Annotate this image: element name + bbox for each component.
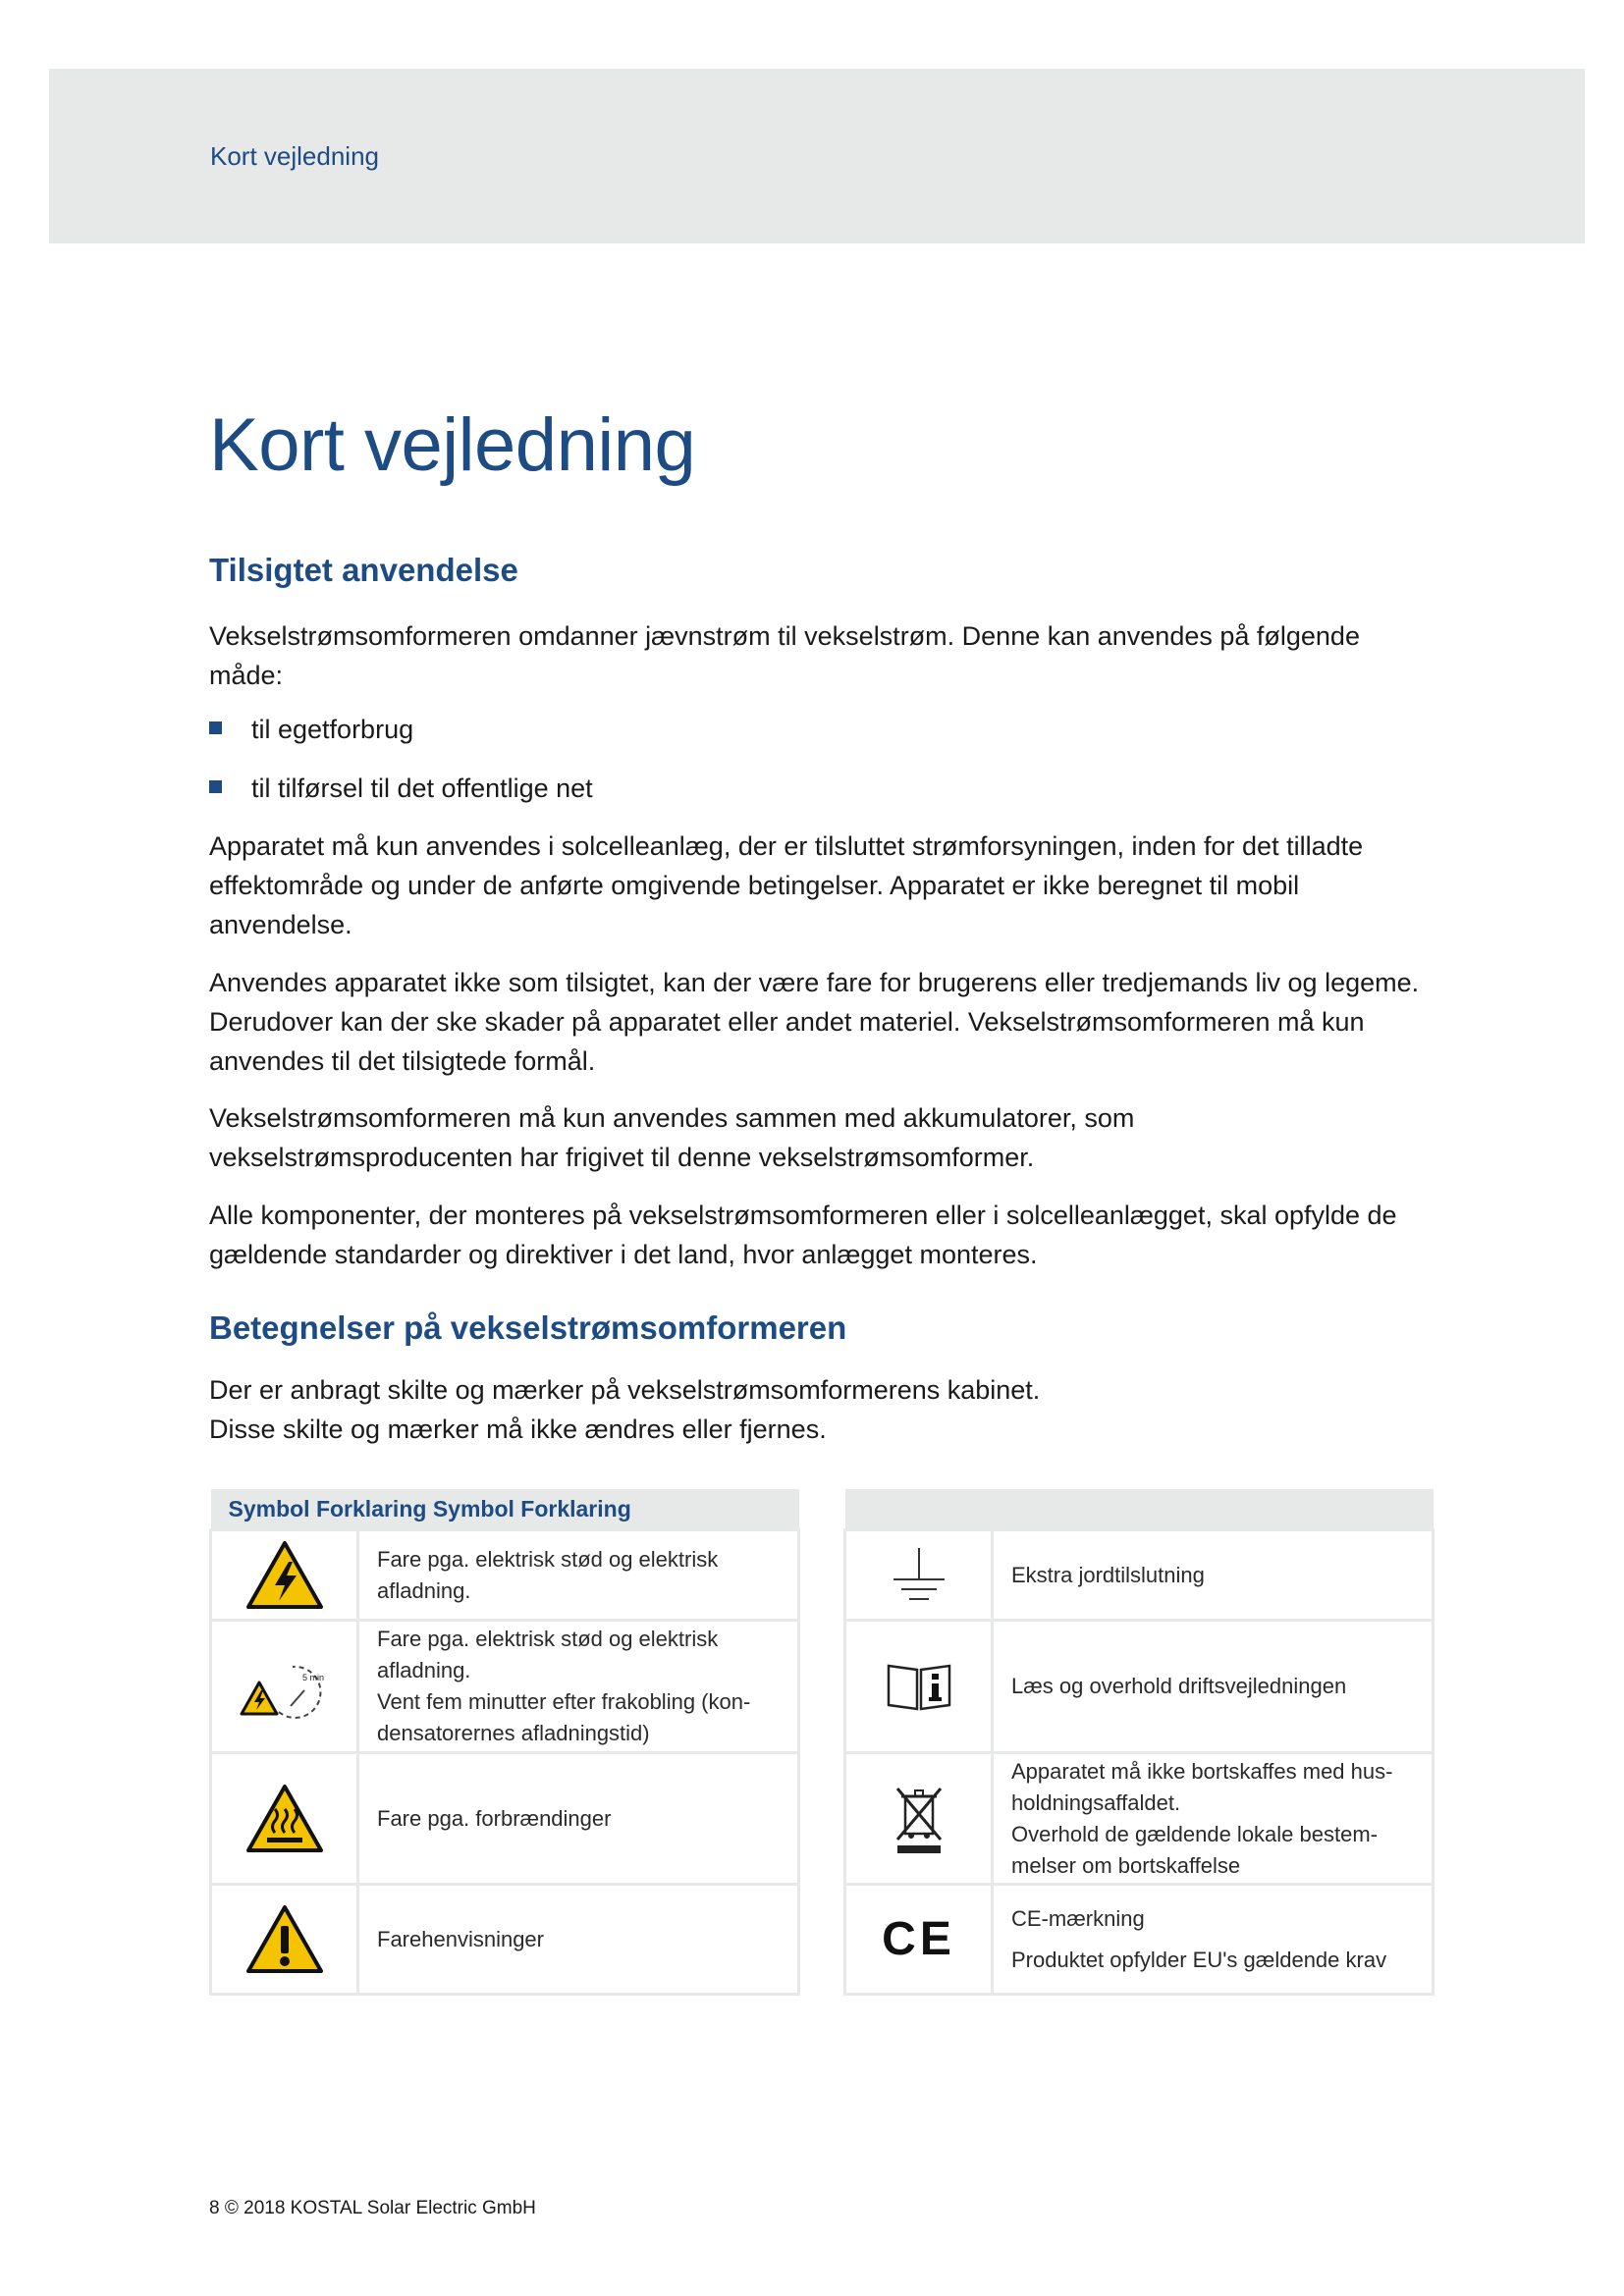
row-text: Læs og overhold driftsvejledningen <box>1011 1674 1347 1698</box>
ground-icon <box>888 1544 950 1607</box>
labels-paragraph-line2: Disse skilte og mærker må ikke ændres eller fjernes. <box>209 1415 827 1444</box>
weee-bin-icon <box>888 1783 950 1855</box>
row-text: Overhold de gældende lokale bestem-melser om bortskaffelse <box>1011 1821 1379 1878</box>
bullet-item: til egetforbrug <box>209 710 413 749</box>
labels-paragraph-line1: Der er anbragt skilte og mærker på vekselstrømsomformerens kabinet. <box>209 1375 1041 1405</box>
header-band <box>49 69 1585 243</box>
row-text: Vent fem minutter efter frakobling (kon-densatorernes afladningstid) <box>377 1689 751 1745</box>
body-paragraph: Alle komponenter, der monteres på vekselstrømsomformeren eller i solcelleanlægget, skal opfylde de gældende standarder og direktiver i det land, hvor anlægget monteres. <box>209 1201 1397 1269</box>
table-header: Symbol Forklaring Symbol Forklaring <box>211 1489 799 1530</box>
table-row <box>845 1621 1434 1753</box>
table-row <box>845 1753 1434 1885</box>
table-row <box>211 1621 799 1753</box>
intro-paragraph: Vekselstrømsomformeren omdanner jævnstrøm til vekselstrøm. Denne kan anvendes på følgende måde: <box>209 621 1360 690</box>
general-warning-icon <box>245 1904 324 1975</box>
table-row <box>211 1753 799 1885</box>
electric-shock-warning-icon <box>245 1540 324 1611</box>
body-paragraph: Vekselstrømsomformeren må kun anvendes sammen med akkumulatorer, som vekselstrømsproducenten har frigivet til denne vekselstrømsomformer. <box>209 1103 1135 1172</box>
bullet-square-icon <box>209 780 222 793</box>
table-header <box>845 1489 1434 1530</box>
body-paragraph: Anvendes apparatet ikke som tilsigtet, kan der være fare for brugerens eller tredjemands liv og legeme. Derudover kan der ske skader på apparatet eller andet materiel. Vekselstrømsomformeren må kun anvendes til det tilsigtede formål. <box>209 968 1420 1076</box>
row-text: Apparatet må ikke bortskaffes med hus-holdningsaffaldet. <box>1011 1758 1393 1815</box>
header-title: Kort vejledning <box>210 141 379 171</box>
row-text: CE-mærkning <box>1011 1905 1145 1931</box>
section-heading-labels: Betegnelser på vekselstrømsomformeren <box>209 1309 847 1346</box>
row-text: Farehenvisninger <box>377 1926 544 1951</box>
symbol-table-left <box>209 1489 800 1996</box>
symbol-table-right <box>843 1489 1435 1996</box>
row-text: Fare pga. elektrisk stød og elektrisk afladning. <box>377 1627 719 1682</box>
read-manual-icon <box>885 1660 953 1713</box>
bullet-item: til tilførsel til det offentlige net <box>209 769 593 808</box>
discharge-time-label: 5 min <box>301 1673 324 1682</box>
hot-surface-warning-icon <box>245 1784 324 1854</box>
table-row <box>845 1885 1434 1995</box>
page-footer: 8 © 2018 KOSTAL Solar Electric GmbH <box>209 2198 536 2218</box>
row-text: Fare pga. forbrændinger <box>377 1805 612 1831</box>
row-text: Fare pga. elektrisk stød og elektrisk afladning. <box>377 1546 719 1603</box>
section-heading-intended-use: Tilsigtet anvendelse <box>209 552 518 588</box>
ce-mark-icon: CE <box>882 1913 955 1966</box>
row-text: Ekstra jordtilslutning <box>1011 1562 1205 1587</box>
table-row <box>211 1885 799 1995</box>
body-paragraph: Apparatet må kun anvendes i solcelleanlæg, der er tilsluttet strømforsyningen, inden for det tilladte effektområde og under de anførte omgivende betingelser. Apparatet er ikke beregnet til mobil anvendelse. <box>209 831 1364 939</box>
table-row <box>211 1530 799 1621</box>
bullet-square-icon <box>209 721 222 734</box>
page-title: Kort vejledning <box>209 403 696 487</box>
row-text: Produktet opfylder EU's gældende krav <box>1011 1947 1387 1972</box>
table-row <box>845 1530 1434 1621</box>
discharge-time-warning-icon <box>236 1647 334 1726</box>
